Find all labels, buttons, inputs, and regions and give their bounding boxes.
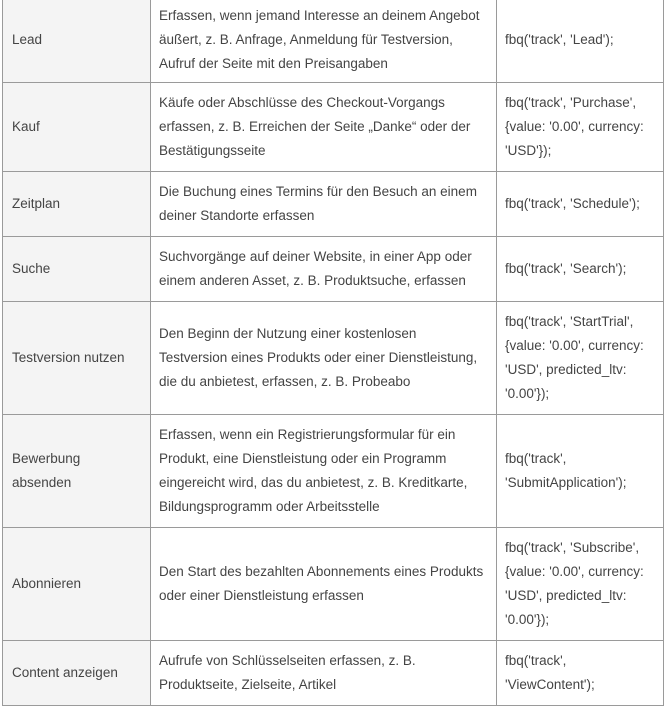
event-code: fbq('track', 'Schedule'); [497,172,664,237]
table-row [3,641,664,706]
event-name: Testversion nutzen [3,302,151,415]
event-description: Aufrufe von Schlüsselseiten erfassen, z. B. Produktseite, Zielseite, Artikel [151,641,497,706]
event-name: Abonnieren [3,528,151,641]
event-name: Lead [3,0,151,83]
event-code: fbq('track', 'SubmitApplication'); [497,415,664,528]
event-description: Käufe oder Abschlüsse des Checkout-Vorgangs erfassen, z. B. Erreichen der Seite „Danke“ oder der Bestätigungsseite [151,83,497,172]
table-row [3,415,664,528]
event-name: Suche [3,237,151,302]
event-code: fbq('track', 'Search'); [497,237,664,302]
event-name: Kauf [3,83,151,172]
event-code: fbq('track', 'StartTrial', {value: '0.00', currency: 'USD', predicted_ltv: '0.00'}); [497,302,664,415]
event-description: Erfassen, wenn jemand Interesse an deinem Angebot äußert, z. B. Anfrage, Anmeldung für Testversion, Aufruf der Seite mit den Preisangaben [151,0,497,83]
event-description: Den Start des bezahlten Abonnements eines Produkts oder einer Dienstleistung erfassen [151,528,497,641]
event-code: fbq('track', 'Lead'); [497,0,664,83]
table-row [3,302,664,415]
event-code: fbq('track', 'Purchase', {value: '0.00', currency: 'USD'}); [497,83,664,172]
table-row [3,83,664,172]
event-description: Den Beginn der Nutzung einer kostenlosen Testversion eines Produkts oder einer Dienstleistung, die du anbietest, erfassen, z. B. Probeabo [151,302,497,415]
event-code: fbq('track', 'Subscribe', {value: '0.00', currency: 'USD', predicted_ltv: '0.00'}); [497,528,664,641]
event-name: Bewerbung absenden [3,415,151,528]
table-row [3,528,664,641]
table-row [3,172,664,237]
table-row [3,0,664,83]
event-code: fbq('track', 'ViewContent'); [497,641,664,706]
event-description: Die Buchung eines Termins für den Besuch an einem deiner Standorte erfassen [151,172,497,237]
table-row [3,237,664,302]
events-table [2,0,664,706]
event-description: Erfassen, wenn ein Registrierungsformular für ein Produkt, eine Dienstleistung oder ein Programm eingereicht wird, das du anbietest, z. B. Kreditkarte, Bildungsprogramm oder Arbeitsstelle [151,415,497,528]
event-description: Suchvorgänge auf deiner Website, in einer App oder einem anderen Asset, z. B. Produktsuche, erfassen [151,237,497,302]
event-name: Zeitplan [3,172,151,237]
event-name: Content anzeigen [3,641,151,706]
